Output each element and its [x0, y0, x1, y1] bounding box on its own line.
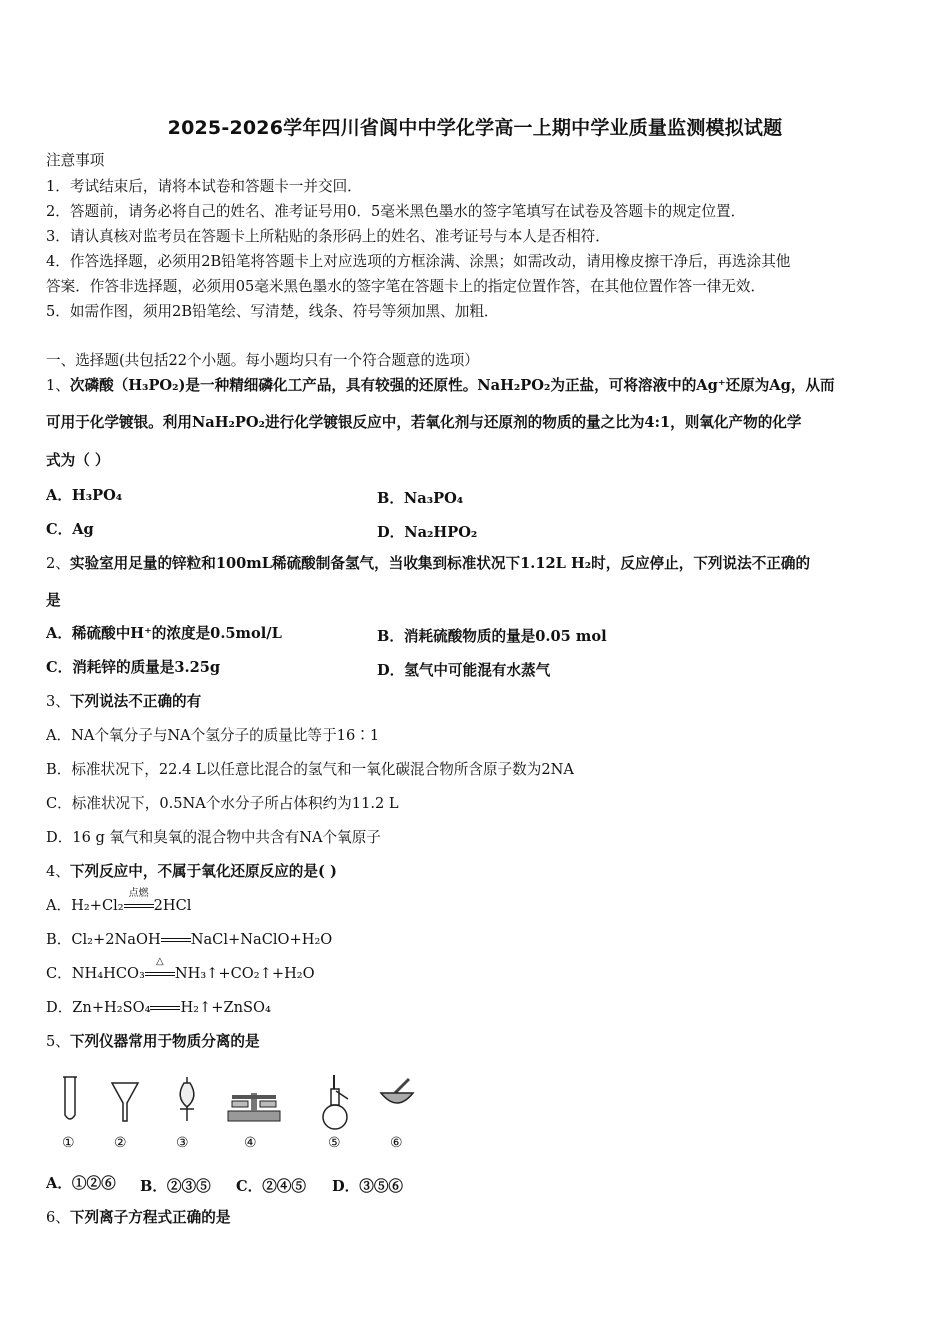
question-6-number: 6、 [46, 1209, 70, 1226]
option-b-products: NaCl+NaClO+H₂O [190, 931, 333, 948]
reaction-equals [161, 931, 191, 949]
option-d-products: H₂↑+ZnSO₄ [180, 999, 271, 1016]
mortar-pestle-icon [379, 1075, 415, 1115]
option-b-reactants: B．Cl₂+2NaOH [46, 931, 161, 948]
question-2-line2: 是 [46, 592, 61, 609]
separatory-funnel-icon [172, 1075, 202, 1125]
question-1-option-d[interactable]: D．Na₂HPO₂ [377, 524, 478, 541]
notice-item-3: 3．请认真核对监考员在答题卡上所粘贴的条形码上的姓名、准考证号与本人是否相符． [46, 228, 610, 245]
question-5-option-b[interactable]: B．②③⑤ [140, 1178, 211, 1195]
question-2-option-b[interactable]: B．消耗硫酸物质的量是0.05 mol [377, 628, 607, 645]
question-3-option-a[interactable]: A．NA个氧分子与NA个氢分子的质量比等于16∶1 [46, 727, 380, 744]
notice-item-4-cont: 答案．作答非选择题，必须用05毫米黑色墨水的签字笔在答题卡上的指定位置作答，在其他位置作答一律无效． [46, 278, 766, 295]
question-5-stem [46, 1033, 260, 1051]
question-6-text: 下列离子方程式正确的是 [69, 1209, 231, 1226]
reaction-equals [150, 999, 180, 1017]
reaction-arrow-heat [145, 956, 175, 983]
apparatus-label-4: ④ [244, 1135, 257, 1151]
notice-item-5: 5．如需作图，须用2B铅笔绘、写清楚，线条、符号等须加黑、加粗． [46, 303, 499, 320]
notice-item-1: 1．考试结束后，请将本试卷和答题卡一并交回． [46, 178, 362, 195]
option-a-products: 2HCl [153, 897, 192, 914]
option-c-products: NH₃↑+CO₂↑+H₂O [174, 965, 315, 982]
question-1-line2: 可用于化学镀银。利用NaH₂PO₂进行化学镀银反应中，若氧化剂与还原剂的物质的量之比为4:1，则氧化产物的化学 [46, 414, 802, 431]
question-1-line1 [46, 377, 835, 395]
question-1-line3: 式为（ ） [46, 452, 110, 469]
apparatus-figure [46, 1075, 426, 1160]
question-3-stem [46, 693, 201, 711]
question-5-option-c[interactable]: C．②④⑤ [236, 1178, 306, 1195]
apparatus-label-2: ② [114, 1135, 127, 1151]
apparatus-label-5: ⑤ [328, 1135, 341, 1151]
notice-item-2: 2．答题前，请务必将自己的姓名、准考证号用0．5毫米黑色墨水的签字笔填写在试卷及答题卡的规定位置． [46, 203, 746, 220]
question-4-option-b[interactable] [46, 931, 332, 949]
question-3-option-b[interactable]: B．标准状况下，22.4 L以任意比混合的氢气和一氧化碳混合物所含原子数为2NA [46, 761, 574, 778]
question-4-option-c[interactable] [46, 956, 315, 983]
test-tube-icon [62, 1075, 78, 1125]
question-4-option-a[interactable] [46, 888, 192, 915]
question-5-text: 下列仪器常用于物质分离的是 [69, 1033, 260, 1050]
question-6-stem [46, 1209, 230, 1227]
question-4-stem [46, 863, 337, 881]
question-1-number: 1、 [46, 377, 70, 394]
reaction-arrow-ignite [124, 888, 154, 915]
option-d-reactants: D．Zn+H₂SO₄ [46, 999, 151, 1016]
question-4-text: 下列反应中，不属于氧化还原反应的是( ) [69, 863, 337, 880]
question-2-option-c[interactable]: C．消耗锌的质量是3.25g [46, 659, 221, 676]
apparatus-label-1: ① [62, 1135, 75, 1151]
question-1-option-a[interactable]: A．H₃PO₄ [46, 487, 123, 504]
balance-scale-icon [224, 1075, 284, 1125]
question-2-option-d[interactable]: D．氢气中可能混有水蒸气 [377, 662, 551, 679]
question-2-text-1: 实验室用足量的锌粒和100mL稀硫酸制备氢气，当收集到标准状况下1.12L H₂时，反应停止，下列说法不正确的 [69, 555, 811, 572]
question-1-text-1: 次磷酸（H₃PO₂)是一种精细磷化工产品，具有较强的还原性。NaH₂PO₂为正盐，可将溶液中的Ag⁺还原为Ag，从而 [69, 377, 835, 394]
question-4-number: 4、 [46, 863, 70, 880]
question-2-number: 2、 [46, 555, 70, 572]
question-1-option-b[interactable]: B．Na₃PO₄ [377, 490, 464, 507]
question-3-text: 下列说法不正确的有 [69, 693, 202, 710]
question-5-option-a[interactable]: A．①②⑥ [46, 1175, 116, 1192]
question-4-option-d[interactable] [46, 999, 271, 1017]
question-2-option-a[interactable]: A．稀硫酸中H⁺的浓度是0.5mol/L [46, 625, 282, 642]
notice-item-4: 4．作答选择题，必须用2B铅笔将答题卡上对应选项的方框涂满、涂黑；如需改动，请用橡皮擦干净后，再选涂其他 [46, 253, 791, 270]
notice-heading: 注意事项 [46, 152, 105, 169]
question-5-number: 5、 [46, 1033, 70, 1050]
question-3-number: 3、 [46, 693, 70, 710]
question-3-option-c[interactable]: C．标准状况下，0.5NA个水分子所占体积约为11.2 L [46, 795, 399, 812]
question-2-line1 [46, 555, 810, 573]
option-a-reactants: A．H₂+Cl₂ [46, 897, 124, 914]
distillation-flask-icon [318, 1075, 352, 1133]
funnel-icon [110, 1075, 140, 1125]
page-title: 2025-2026学年四川省阆中中学化学高一上期中学业质量监测模拟试题 [167, 117, 783, 139]
section-heading: 一、选择题(共包括22个小题。每小题均只有一个符合题意的选项） [46, 352, 479, 369]
apparatus-label-6: ⑥ [390, 1135, 403, 1151]
option-c-reactants: C．NH₄HCO₃ [46, 965, 145, 982]
question-5-option-d[interactable]: D．③⑤⑥ [332, 1178, 404, 1195]
question-3-option-d[interactable]: D．16 g 氧气和臭氧的混合物中共含有NA个氧原子 [46, 829, 381, 846]
apparatus-label-3: ③ [176, 1135, 189, 1151]
question-1-option-c[interactable]: C．Ag [46, 521, 94, 538]
heat-condition: △ [155, 956, 164, 967]
ignite-condition: 点燃 [128, 888, 149, 899]
